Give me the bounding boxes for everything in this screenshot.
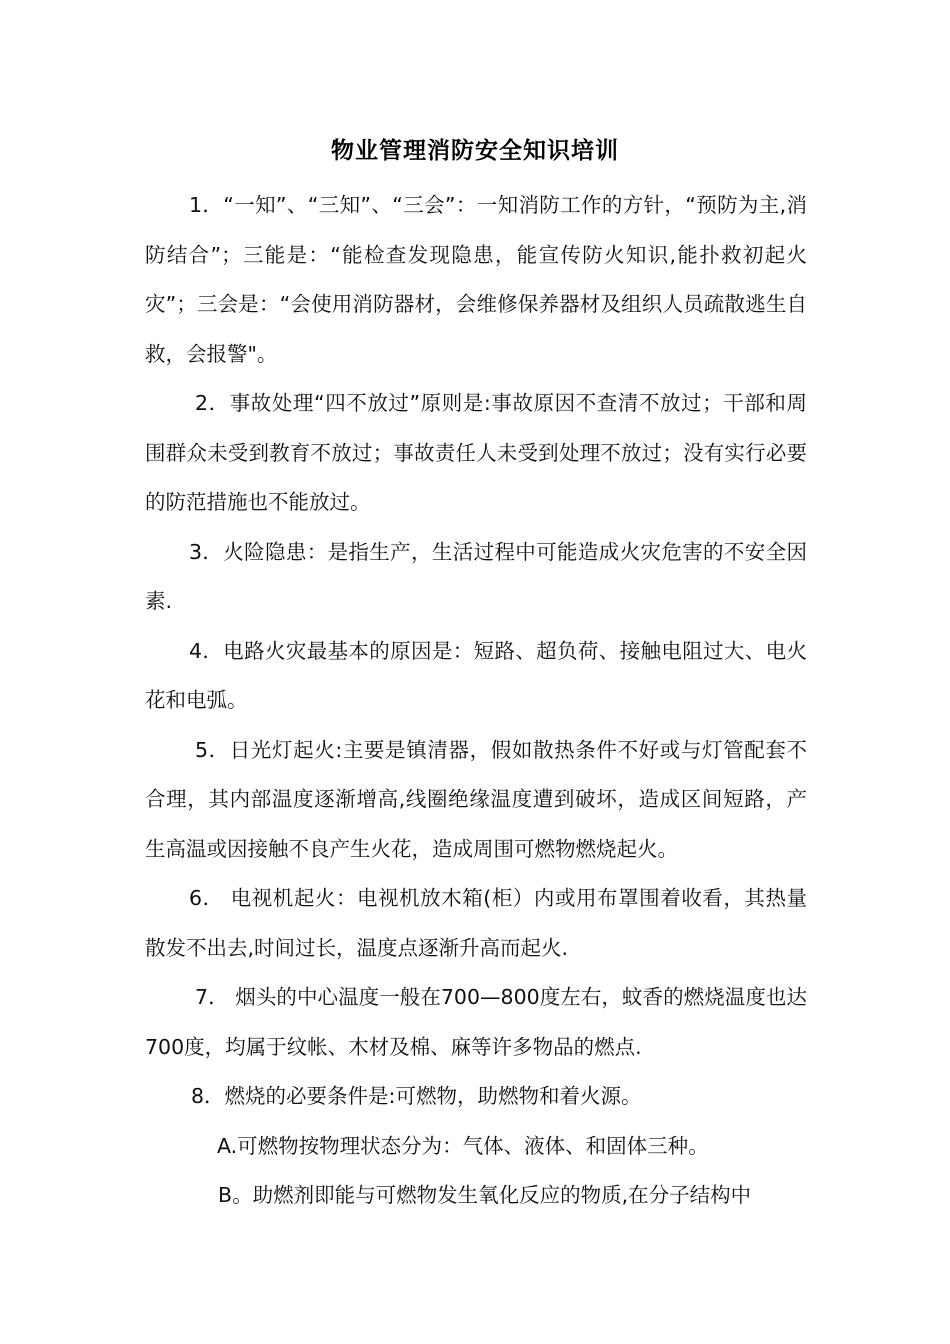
- paragraph-5: 5．日光灯起火:主要是镇清器，假如散热条件不好或与灯管配套不合理，其内部温度逐渐增高,线圈绝缘温度遭到破坏，造成区间短路，产生高温或因接触不良产生火花，造成周围可燃物燃烧起火。: [145, 737, 807, 861]
- paragraph-6: 6． 电视机起火：电视机放木箱(柜）内或用布罩围着收看，其热量散发不出去,时间过长，温度点逐渐升高而起火.: [145, 886, 807, 960]
- paragraph-8-item-a: A.可燃物按物理状态分为：气体、液体、和固体三种。: [217, 1133, 709, 1158]
- paragraph-4: 4．电路火灾最基本的原因是：短路、超负荷、接触电阻过大、电火花和电弧。: [145, 638, 807, 712]
- document-body: [145, 181, 807, 1221]
- document-title: 物业管理消防安全知识培训: [331, 138, 619, 164]
- paragraph-2: 2．事故处理“四不放过”原则是:事故原因不查清不放过；干部和周围群众未受到教育不放过；事故责任人未受到处理不放过；没有实行必要的防范措施也不能放过。: [145, 391, 807, 514]
- paragraph-3: 3．火险隐患：是指生产，生活过程中可能造成火灾危害的不安全因素.: [145, 539, 807, 613]
- paragraph-8: 8．燃烧的必要条件是:可燃物，助燃物和着火源。: [191, 1084, 642, 1108]
- paragraph-1: 1．“一知”、“三知”、“三会”：一知消防工作的方针，“预防为主,消防结合”；三能是：“能检查发现隐患，能宣传防火知识,能扑救初起火灾”；三会是：“会使用消防器材，会维修保养器材及组织人员疏散逃生自救，会报警"。: [145, 193, 807, 366]
- paragraph-7: 7． 烟头的中心温度一般在700—800度左右，蚊香的燃烧温度也达700度，均属于纹帐、木材及棉、麻等许多物品的燃点.: [145, 985, 807, 1059]
- paragraph-8-item-b: B。助燃剂即能与可燃物发生氧化反应的物质,在分子结构中: [218, 1183, 752, 1207]
